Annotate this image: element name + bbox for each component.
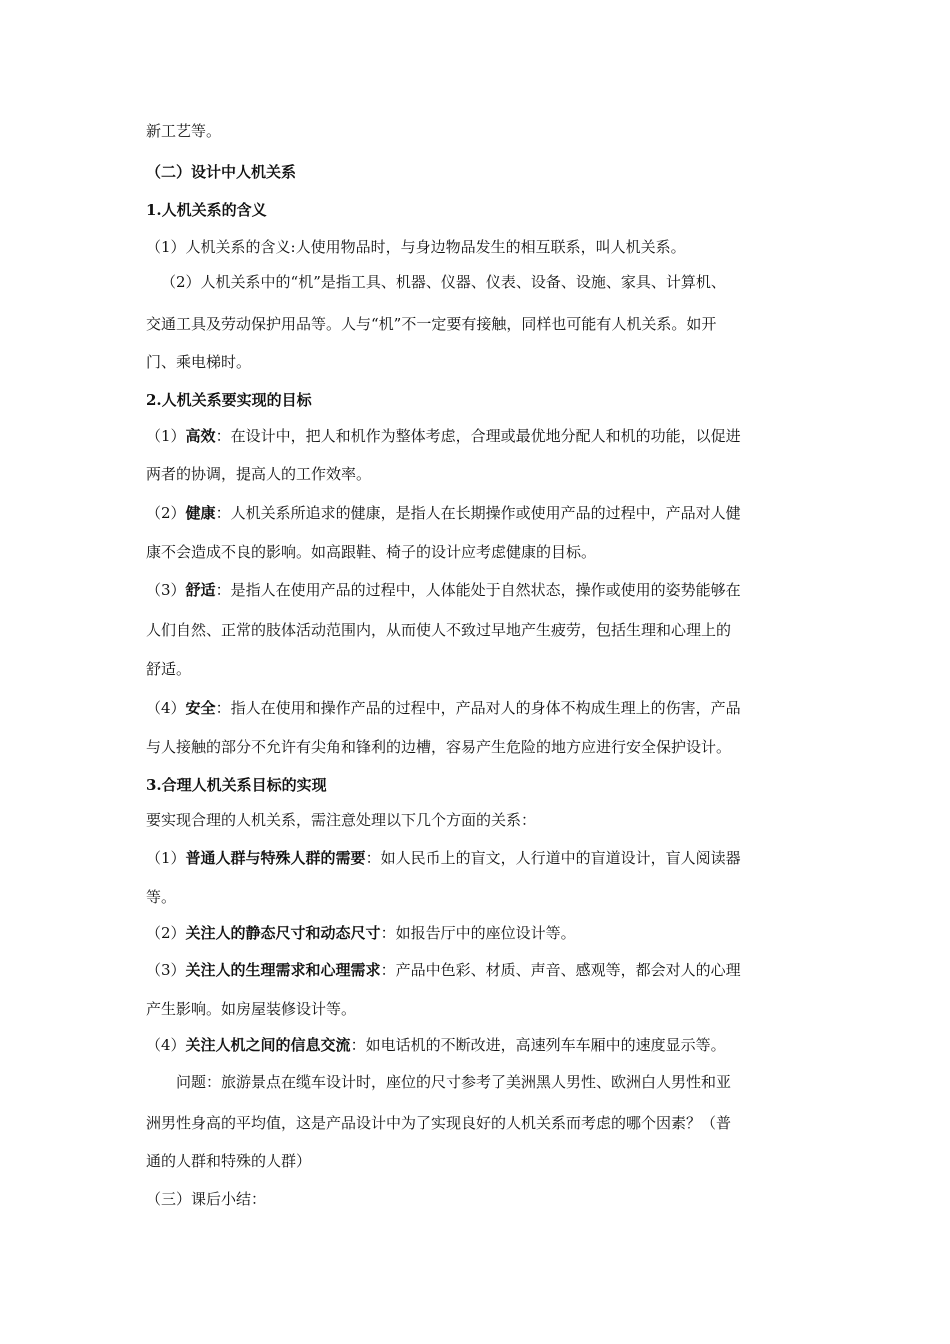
item-text: ：如人民币上的盲文，人行道中的盲道设计，盲人阅读器 xyxy=(365,849,741,867)
item-number: （4） xyxy=(146,699,186,717)
text-line: 新工艺等。 xyxy=(146,122,222,140)
text-line: 要实现合理的人机关系，需注意处理以下几个方面的关系： xyxy=(146,811,537,829)
item-term: 关注人的生理需求和心理需求 xyxy=(185,961,381,979)
item-text: ：产品中色彩、材质、声音、感观等，都会对人的心理 xyxy=(380,961,741,979)
item-term: 关注人机之间的信息交流 xyxy=(185,1036,351,1054)
list-item xyxy=(146,960,741,980)
question-text: 洲男性身高的平均值，这是产品设计中为了实现良好的人机关系而考虑的哪个因素？（普 xyxy=(146,1114,732,1132)
item-term: 普通人群与特殊人群的需要 xyxy=(185,849,366,867)
text-line: 产生影响。如房屋装修设计等。 xyxy=(146,1000,357,1018)
text-line: 舒适。 xyxy=(146,660,192,678)
text-line: 两者的协调，提高人的工作效率。 xyxy=(146,465,372,483)
text-line: 交通工具及劳动保护用品等。人与“机”不一定要有接触，同样也可能有人机关系。如开 xyxy=(146,315,717,333)
text-line: （1）人机关系的含义:人使用物品时，与身边物品发生的相互联系，叫人机关系。 xyxy=(146,238,686,256)
item-text: ：指人在使用和操作产品的过程中，产品对人的身体不构成生理上的伤害，产品 xyxy=(215,699,741,717)
section-heading: （二）设计中人机关系 xyxy=(146,163,297,181)
list-item xyxy=(146,1035,726,1055)
list-item xyxy=(146,580,741,600)
section-heading: （三）课后小结： xyxy=(146,1190,267,1208)
text-line: 门、乘电梯时。 xyxy=(146,353,252,371)
item-text: ：如电话机的不断改进，高速列车车厢中的速度显示等。 xyxy=(350,1036,726,1054)
list-item xyxy=(146,848,741,868)
item-term: 关注人的静态尺寸和动态尺寸 xyxy=(185,924,381,942)
item-term: 安全 xyxy=(185,699,216,717)
item-text: ：是指人在使用产品的过程中，人体能处于自然状态，操作或使用的姿势能够在 xyxy=(215,581,741,599)
subsection-heading: 2.人机关系要实现的目标 xyxy=(146,391,312,409)
subsection-heading: 1.人机关系的含义 xyxy=(146,201,267,219)
list-item xyxy=(146,426,741,446)
text-line: 人们自然、正常的肢体活动范围内，从而使人不致过早地产生疲劳，包括生理和心理上的 xyxy=(146,621,732,639)
text-line: 康不会造成不良的影响。如高跟鞋、椅子的设计应考虑健康的目标。 xyxy=(146,543,597,561)
item-text: ：人机关系所追求的健康，是指人在长期操作或使用产品的过程中，产品对人健 xyxy=(215,504,741,522)
text-line: （2）人机关系中的“机”是指工具、机器、仪器、仪表、设备、设施、家具、计算机、 xyxy=(161,273,726,291)
question-text: 通的人群和特殊的人群） xyxy=(146,1152,312,1170)
item-term: 健康 xyxy=(185,504,216,522)
subsection-heading: 3.合理人机关系目标的实现 xyxy=(146,776,327,794)
item-number: （3） xyxy=(146,961,186,979)
list-item xyxy=(146,923,576,943)
item-text: ：如报告厅中的座位设计等。 xyxy=(380,924,576,942)
item-term: 舒适 xyxy=(185,581,216,599)
item-number: （1） xyxy=(146,427,186,445)
text-line: 等。 xyxy=(146,888,177,906)
text-line: 与人接触的部分不允许有尖角和锋利的边槽，容易产生危险的地方应进行安全保护设计。 xyxy=(146,738,732,756)
item-number: （4） xyxy=(146,1036,186,1054)
item-number: （2） xyxy=(146,504,186,522)
item-number: （2） xyxy=(146,924,186,942)
question-text: 问题：旅游景点在缆车设计时，座位的尺寸参考了美洲黑人男性、欧洲白人男性和亚 xyxy=(176,1073,732,1091)
list-item xyxy=(146,503,741,523)
item-number: （3） xyxy=(146,581,186,599)
item-number: （1） xyxy=(146,849,186,867)
list-item xyxy=(146,698,741,718)
item-text: ：在设计中，把人和机作为整体考虑，合理或最优地分配人和机的功能，以促进 xyxy=(215,427,741,445)
item-term: 高效 xyxy=(185,427,216,445)
